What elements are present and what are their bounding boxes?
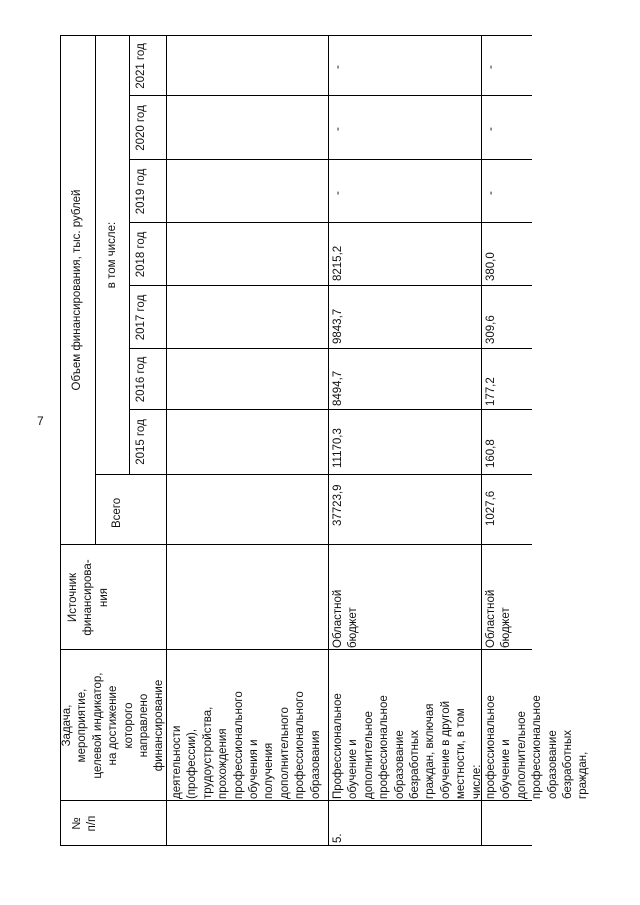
header-year-2016: 2016 год (135, 356, 147, 403)
row1-task: Профессиональное обучение и дополнительное профессиональное образование безработных граждан, включая обучение в другой местности, в том числе: (332, 693, 483, 799)
financing-table (60, 35, 590, 846)
row2-total: 1027,6 (485, 490, 497, 526)
row2-source: Областной бюджет (485, 589, 513, 648)
header-year-2021: 2021 год (135, 43, 147, 89)
page-number: 7 (37, 414, 44, 428)
col-sep-2015 (129, 409, 532, 410)
volume-header-separator (95, 35, 96, 545)
header-including: в том числе: (106, 221, 118, 289)
header-task: Задача, мероприятие, целевой индикатор, на достижение которого направлено финансирование (61, 672, 166, 779)
row1-2017: 9843,7 (332, 308, 344, 344)
row2-2018: 380,0 (485, 252, 497, 281)
table-border-left (60, 845, 532, 846)
row2-2020: - (485, 127, 497, 131)
row2-2019: - (485, 191, 497, 195)
row1-num: 5. (332, 833, 344, 843)
table-border-right (60, 35, 532, 36)
header-source: Источник финансирова- ния (67, 559, 110, 636)
row1-total: 37723,9 (332, 484, 344, 526)
row2-2015: 160,8 (485, 439, 497, 468)
header-total: Всего (111, 497, 123, 528)
header-volume: Объем финансирования, тыс. рублей (71, 189, 83, 391)
row1-2020: - (332, 127, 344, 131)
col-sep-num (60, 800, 532, 801)
row1-2018: 8215,2 (332, 245, 344, 281)
row2-2016: 177,2 (485, 377, 497, 406)
col-sep-task (60, 649, 532, 650)
col-sep-2017 (129, 285, 532, 286)
col-sep-total (95, 474, 532, 475)
row1-2016: 8494,7 (332, 370, 344, 406)
col-sep-2016 (129, 348, 532, 349)
header-year-2015: 2015 год (135, 419, 147, 465)
col-sep-2020 (129, 95, 532, 96)
header-year-2019: 2019 год (135, 168, 147, 215)
col-sep-2019 (129, 159, 532, 160)
header-year-2017: 2017 год (135, 294, 147, 341)
col-sep-source (60, 544, 532, 545)
row1-source: Областной бюджет (332, 589, 360, 648)
row1-2015: 11170,3 (332, 428, 344, 468)
col-sep-2018 (129, 222, 532, 223)
header-year-2018: 2018 год (135, 231, 147, 278)
header-num: № п/п (71, 815, 99, 832)
row2-task: профессиональное обучение и дополнительное профессиональное образование безработных граждан, (485, 695, 590, 799)
row2-2017: 309,6 (485, 315, 497, 344)
header-year-2020: 2020 год (135, 105, 147, 151)
row-separator-5 (328, 35, 329, 846)
row2-2021: - (485, 65, 497, 69)
row1-2021: - (332, 65, 344, 69)
row0-task: деятельности (профессии), трудоустройства, прохождения профессионального обучения и получения дополнительного профессионального образования (171, 691, 322, 799)
row1-2019: - (332, 191, 344, 195)
